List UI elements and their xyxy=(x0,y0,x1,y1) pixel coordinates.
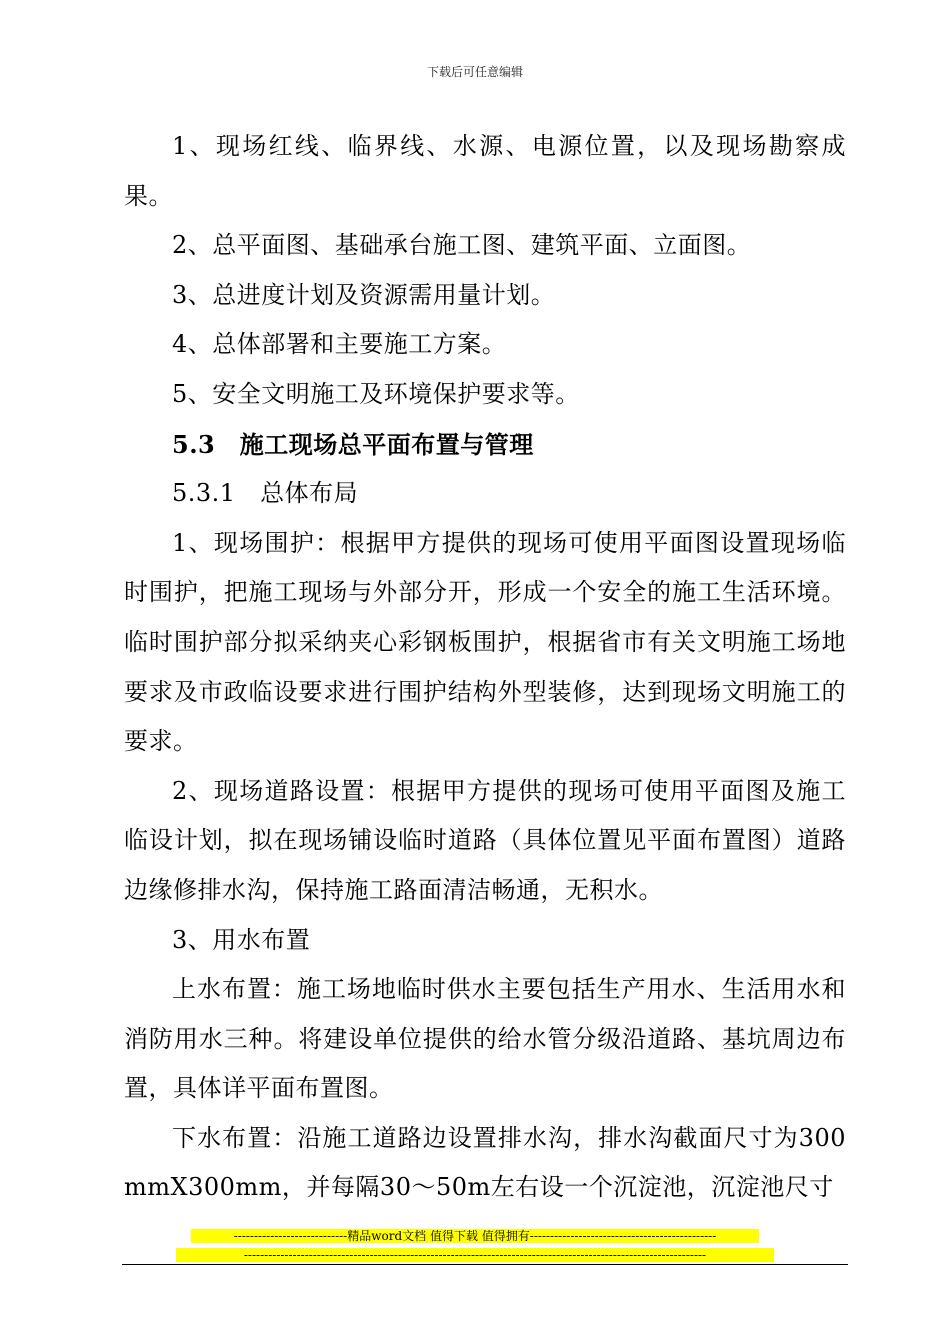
footer-divider xyxy=(122,1264,848,1265)
paragraph-schedule: 3、总进度计划及资源需用量计划。 xyxy=(172,280,556,309)
paragraph-deployment: 4、总体部署和主要施工方案。 xyxy=(172,330,507,359)
document-body xyxy=(124,122,846,1213)
footer-banner-line-2: ------------------------------------------------------------------------------------------------------------------ xyxy=(176,1248,774,1262)
paragraph-general-plan: 2、总平面图、基础承台施工图、建筑平面、立面图。 xyxy=(172,231,752,260)
paragraph-safety: 5、安全文明施工及环境保护要求等。 xyxy=(172,379,580,408)
paragraph-site-survey: 1、现场红线、临界线、水源、电源位置，以及现场勘察成果。 xyxy=(124,132,846,210)
header-note: 下载后可任意编辑 xyxy=(426,65,523,79)
paragraph-drainage: 下水布置：沿施工道路边设置排水沟，排水沟截面尺寸为300mmX300mm，并每隔30～50m左右设一个沉淀池，沉淀池尺寸 xyxy=(124,1123,846,1202)
footer-banner-line-1: ----------------------------精品word文档 值得下载 值得拥有---------------------------------------------- xyxy=(191,1229,759,1243)
paragraph-water-layout-heading: 3、用水布置 xyxy=(172,925,311,954)
paragraph-site-roads: 2、现场道路设置：根据甲方提供的现场可使用平面图及施工临设计划，拟在现场铺设临时道路（具体位置见平面布置图）道路边缘修排水沟，保持施工路面清洁畅通，无积水。 xyxy=(124,776,846,904)
paragraph-site-enclosure: 1、现场围护：根据甲方提供的现场可使用平面图设置现场临时围护，把施工现场与外部分开，形成一个安全的施工生活环境。临时围护部分拟采纳夹心彩钢板围护，根据省市有关文明施工场地要求及市政临设要求进行围护结构外型装修，达到现场文明施工的要求。 xyxy=(124,528,846,756)
section-heading-5-3: 5.3 施工现场总平面布置与管理 xyxy=(172,429,534,459)
paragraph-water-supply: 上水布置：施工场地临时供水主要包括生产用水、生活用水和消防用水三种。将建设单位提供的给水管分级沿道路、基坑周边布置，具体详平面布置图。 xyxy=(124,975,846,1103)
footer-banner xyxy=(0,1228,950,1266)
subsection-heading-5-3-1: 5.3.1 总体布局 xyxy=(172,479,359,508)
